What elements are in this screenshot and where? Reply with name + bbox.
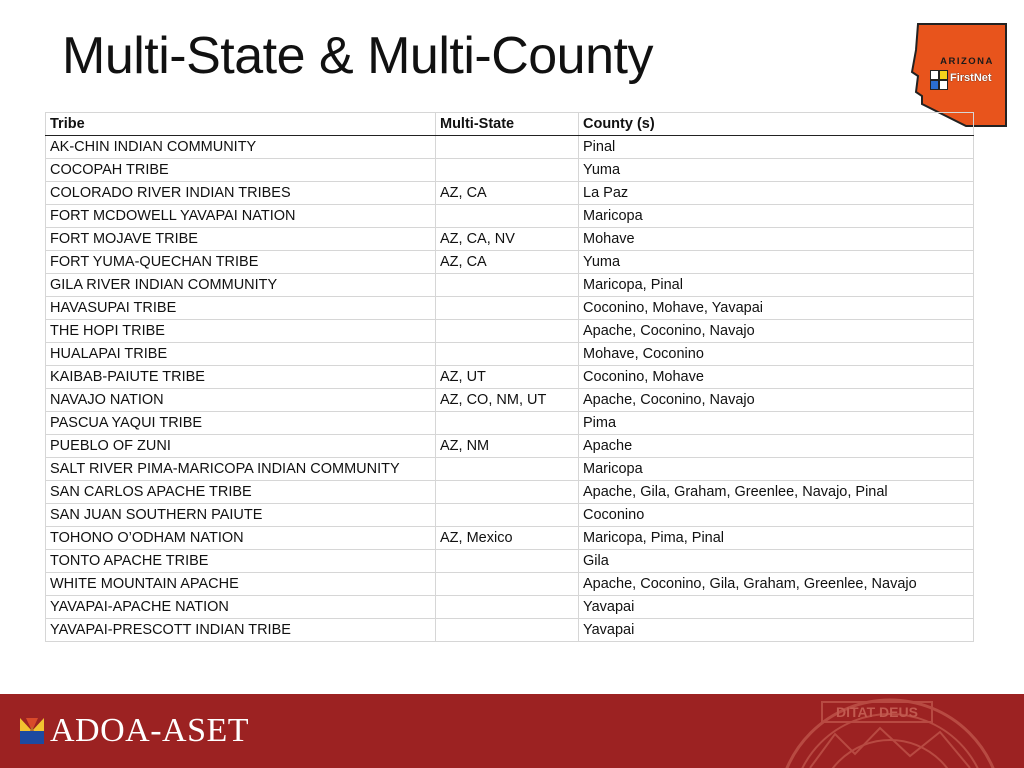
logo-firstnet-label: FirstNet [950,72,992,84]
state-seal [740,694,1024,768]
cell-multi-state [436,573,579,596]
table-row [46,458,974,481]
page-title: Multi-State & Multi-County [62,27,653,85]
cell-multi-state [436,343,579,366]
seal-motto: DITAT DEUS [836,704,918,720]
cell-multi-state [436,320,579,343]
cell-tribe: NAVAJO NATION [46,389,436,412]
table-header-row [46,113,974,136]
cell-multi-state: AZ, CO, NM, UT [436,389,579,412]
cell-tribe: TOHONO O’ODHAM NATION [46,527,436,550]
table-row [46,366,974,389]
cell-counties: Yavapai [579,619,974,642]
table-row [46,573,974,596]
cell-counties: Coconino [579,504,974,527]
cell-counties: Pima [579,412,974,435]
cell-multi-state [436,136,579,159]
cell-counties: Maricopa [579,205,974,228]
logo-state-label: ARIZONA [940,56,994,67]
table-row [46,274,974,297]
cell-tribe: KAIBAB-PAIUTE TRIBE [46,366,436,389]
table-row [46,228,974,251]
cell-counties: Apache, Gila, Graham, Greenlee, Navajo, Pinal [579,481,974,504]
table-row [46,389,974,412]
cell-counties: Mohave, Coconino [579,343,974,366]
cell-counties: Maricopa, Pima, Pinal [579,527,974,550]
cell-counties: Mohave [579,228,974,251]
table-row [46,182,974,205]
cell-multi-state [436,458,579,481]
cell-counties: Apache, Coconino, Gila, Graham, Greenlee, Navajo [579,573,974,596]
table-row [46,159,974,182]
cell-multi-state [436,412,579,435]
cell-multi-state [436,159,579,182]
cell-counties: Maricopa, Pinal [579,274,974,297]
cell-multi-state [436,481,579,504]
cell-counties: Maricopa [579,458,974,481]
cell-multi-state: AZ, NM [436,435,579,458]
table-row [46,481,974,504]
table-row [46,412,974,435]
tribes-table [45,112,974,642]
cell-multi-state [436,205,579,228]
cell-tribe: GILA RIVER INDIAN COMMUNITY [46,274,436,297]
table-row [46,320,974,343]
cell-tribe: PUEBLO OF ZUNI [46,435,436,458]
cell-counties: Apache, Coconino, Navajo [579,389,974,412]
cell-tribe: YAVAPAI-PRESCOTT INDIAN TRIBE [46,619,436,642]
cell-counties: Coconino, Mohave [579,366,974,389]
cell-multi-state [436,504,579,527]
cell-counties: Apache [579,435,974,458]
table-row [46,205,974,228]
cell-counties: Coconino, Mohave, Yavapai [579,297,974,320]
cell-counties: Yuma [579,251,974,274]
arizona-flag-icon [20,718,44,744]
cell-tribe: PASCUA YAQUI TRIBE [46,412,436,435]
cell-tribe: FORT YUMA-QUECHAN TRIBE [46,251,436,274]
table-row [46,504,974,527]
cell-tribe: THE HOPI TRIBE [46,320,436,343]
cell-tribe: HAVASUPAI TRIBE [46,297,436,320]
cell-counties: La Paz [579,182,974,205]
cell-tribe: AK-CHIN INDIAN COMMUNITY [46,136,436,159]
cell-counties: Gila [579,550,974,573]
column-header-counties: County (s) [579,113,974,136]
cell-tribe: WHITE MOUNTAIN APACHE [46,573,436,596]
cell-tribe: COCOPAH TRIBE [46,159,436,182]
cell-multi-state [436,550,579,573]
table-row [46,136,974,159]
table-row [46,550,974,573]
cell-multi-state [436,297,579,320]
table-row [46,435,974,458]
cell-multi-state [436,274,579,297]
cell-tribe: HUALAPAI TRIBE [46,343,436,366]
cell-multi-state [436,619,579,642]
table-row [46,596,974,619]
cell-multi-state: AZ, Mexico [436,527,579,550]
cell-multi-state [436,596,579,619]
cell-counties: Yuma [579,159,974,182]
cell-tribe: SALT RIVER PIMA-MARICOPA INDIAN COMMUNITY [46,458,436,481]
cell-tribe: FORT MOJAVE TRIBE [46,228,436,251]
cell-multi-state: AZ, CA, NV [436,228,579,251]
cell-counties: Apache, Coconino, Navajo [579,320,974,343]
cell-tribe: YAVAPAI-APACHE NATION [46,596,436,619]
column-header-multi-state: Multi-State [436,113,579,136]
cell-multi-state: AZ, CA [436,182,579,205]
cell-tribe: COLORADO RIVER INDIAN TRIBES [46,182,436,205]
cell-counties: Yavapai [579,596,974,619]
table-row [46,251,974,274]
table-row [46,297,974,320]
cell-tribe: FORT MCDOWELL YAVAPAI NATION [46,205,436,228]
table-row [46,527,974,550]
cell-multi-state: AZ, UT [436,366,579,389]
table-body [46,136,974,642]
cell-multi-state: AZ, CA [436,251,579,274]
table-row [46,343,974,366]
cell-counties: Pinal [579,136,974,159]
column-header-tribe: Tribe [46,113,436,136]
cell-tribe: SAN JUAN SOUTHERN PAIUTE [46,504,436,527]
footer-brand: ADOA-ASET [50,712,250,749]
cell-tribe: SAN CARLOS APACHE TRIBE [46,481,436,504]
logo-icons [930,70,948,90]
table-row [46,619,974,642]
cell-tribe: TONTO APACHE TRIBE [46,550,436,573]
